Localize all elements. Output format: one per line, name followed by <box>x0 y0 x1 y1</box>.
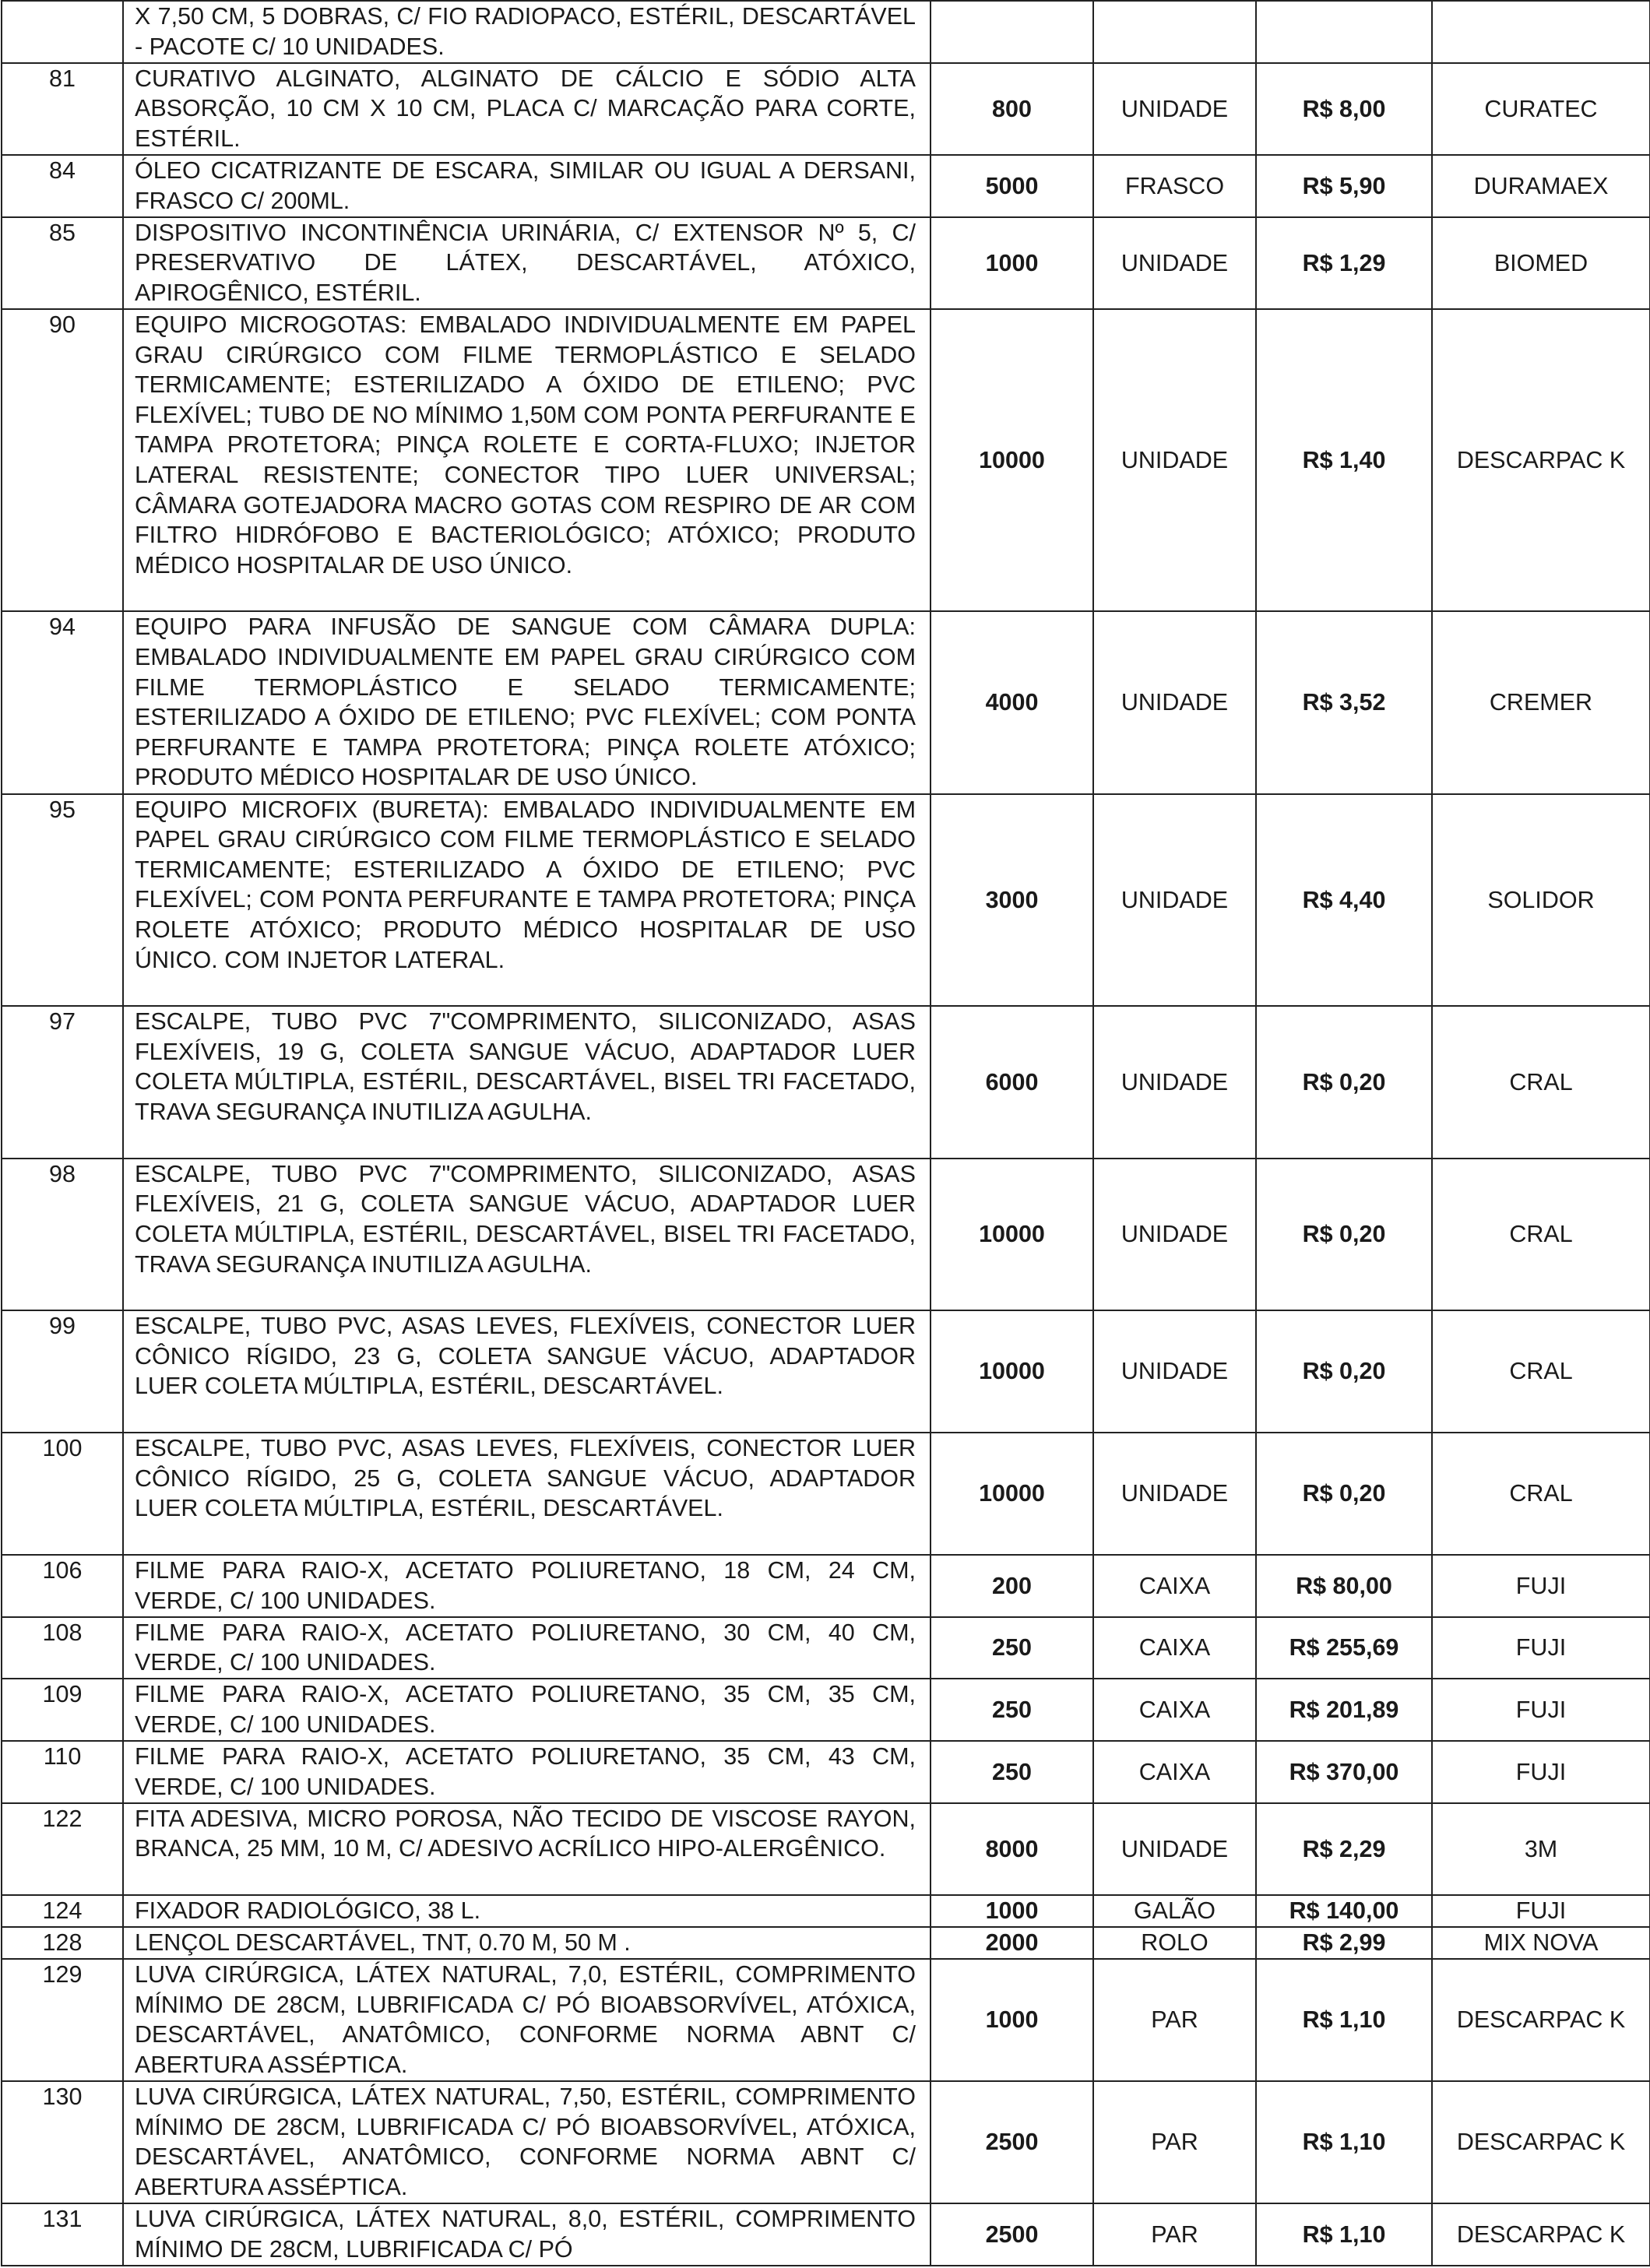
item-quantity: 10000 <box>931 1310 1093 1433</box>
item-number: 90 <box>2 309 123 612</box>
item-brand: BIOMED <box>1432 217 1650 309</box>
table-row <box>2 1895 1650 1927</box>
item-price: R$ 3,52 <box>1256 611 1432 793</box>
item-price: R$ 1,10 <box>1256 2081 1432 2203</box>
item-price: R$ 0,20 <box>1256 1433 1432 1555</box>
item-description: EQUIPO MICROGOTAS: EMBALADO INDIVIDUALMENTE EM PAPEL GRAU CIRÚRGICO COM FILME TERMOPLÁSTICO E SELADO TERMICAMENTE; ESTERILIZADO A ÓXIDO DE ETILENO; PVC FLEXÍVEL; TUBO DE NO MÍNIMO 1,50M COM PONTA PERFURANTE E TAMPA PROTETORA; PINÇA ROLETE E CORTA-FLUXO; INJETOR LATERAL RESISTENTE; CONECTOR TIPO LUER UNIVERSAL; CÂMARA GOTEJADORA MACRO GOTAS COM RESPIRO DE AR COM FILTRO HIDRÓFOBO E BACTERIOLÓGICO; ATÓXICO; PRODUTO MÉDICO HOSPITALAR DE USO ÚNICO. <box>123 309 931 612</box>
table-row <box>2 1679 1650 1741</box>
item-description: FILME PARA RAIO-X, ACETATO POLIURETANO, 30 CM, 40 CM, VERDE, C/ 100 UNIDADES. <box>123 1617 931 1679</box>
table-row <box>2 63 1650 155</box>
item-unit: CAIXA <box>1093 1679 1256 1741</box>
item-quantity: 10000 <box>931 1433 1093 1555</box>
item-unit: GALÃO <box>1093 1895 1256 1927</box>
item-description: LUVA CIRÚRGICA, LÁTEX NATURAL, 7,50, ESTÉRIL, COMPRIMENTO MÍNIMO DE 28CM, LUBRIFICADA C/ PÓ BIOABSORVÍVEL, ATÓXICA, DESCARTÁVEL, ANATÔMICO, CONFORME NORMA ABNT C/ ABERTURA ASSÉPTICA. <box>123 2081 931 2203</box>
table-row <box>2 1159 1650 1311</box>
item-unit: PAR <box>1093 2081 1256 2203</box>
item-number: 108 <box>2 1617 123 1679</box>
item-number: 85 <box>2 217 123 309</box>
item-number: 99 <box>2 1310 123 1433</box>
item-number: 95 <box>2 794 123 1007</box>
table-row <box>2 1803 1650 1895</box>
item-price <box>1256 1 1432 63</box>
item-unit: UNIDADE <box>1093 1006 1256 1159</box>
item-brand: DESCARPAC K <box>1432 309 1650 612</box>
item-description: EQUIPO MICROFIX (BURETA): EMBALADO INDIVIDUALMENTE EM PAPEL GRAU CIRÚRGICO COM FILME TERMOPLÁSTICO E SELADO TERMICAMENTE; ESTERILIZADO A ÓXIDO DE ETILENO; PVC FLEXÍVEL; COM PONTA PERFURANTE E TAMPA PROTETORA; PINÇA ROLETE ATÓXICO; PRODUTO MÉDICO HOSPITALAR DE USO ÚNICO. COM INJETOR LATERAL. <box>123 794 931 1007</box>
item-description: X 7,50 CM, 5 DOBRAS, C/ FIO RADIOPACO, ESTÉRIL, DESCARTÁVEL - PACOTE C/ 10 UNIDADES. <box>123 1 931 63</box>
item-number: 130 <box>2 2081 123 2203</box>
item-unit: UNIDADE <box>1093 309 1256 612</box>
item-unit: PAR <box>1093 2203 1256 2266</box>
item-brand: FUJI <box>1432 1555 1650 1617</box>
item-price: R$ 2,29 <box>1256 1803 1432 1895</box>
item-description: EQUIPO PARA INFUSÃO DE SANGUE COM CÂMARA DUPLA: EMBALADO INDIVIDUALMENTE EM PAPEL GRAU CIRÚRGICO COM FILME TERMOPLÁSTICO E SELADO TERMICAMENTE; ESTERILIZADO A ÓXIDO DE ETILENO; PVC FLEXÍVEL; COM PONTA PERFURANTE E TAMPA PROTETORA; PINÇA ROLETE ATÓXICO; PRODUTO MÉDICO HOSPITALAR DE USO ÚNICO. <box>123 611 931 793</box>
item-quantity: 250 <box>931 1617 1093 1679</box>
item-description: ESCALPE, TUBO PVC, ASAS LEVES, FLEXÍVEIS, CONECTOR LUER CÔNICO RÍGIDO, 23 G, COLETA SANGUE VÁCUO, ADAPTADOR LUER COLETA MÚLTIPLA, ESTÉRIL, DESCARTÁVEL. <box>123 1310 931 1433</box>
item-number: 97 <box>2 1006 123 1159</box>
item-description: DISPOSITIVO INCONTINÊNCIA URINÁRIA, C/ EXTENSOR Nº 5, C/ PRESERVATIVO DE LÁTEX, DESCARTÁVEL, ATÓXICO, APIROGÊNICO, ESTÉRIL. <box>123 217 931 309</box>
item-brand: 3M <box>1432 1803 1650 1895</box>
item-number: 81 <box>2 63 123 155</box>
item-unit: UNIDADE <box>1093 1159 1256 1311</box>
item-unit: UNIDADE <box>1093 794 1256 1007</box>
item-description: FITA ADESIVA, MICRO POROSA, NÃO TECIDO DE VISCOSE RAYON, BRANCA, 25 MM, 10 M, C/ ADESIVO ACRÍLICO HIPO-ALERGÊNICO. <box>123 1803 931 1895</box>
item-unit: FRASCO <box>1093 155 1256 217</box>
items-table-body <box>2 1 1650 2266</box>
item-brand: CRAL <box>1432 1006 1650 1159</box>
items-table <box>1 0 1650 2266</box>
item-unit: UNIDADE <box>1093 217 1256 309</box>
table-row <box>2 155 1650 217</box>
table-row <box>2 1 1650 63</box>
item-quantity: 2500 <box>931 2203 1093 2266</box>
item-number: 94 <box>2 611 123 793</box>
item-number: 106 <box>2 1555 123 1617</box>
item-brand: DURAMAEX <box>1432 155 1650 217</box>
item-number: 98 <box>2 1159 123 1311</box>
item-description: FILME PARA RAIO-X, ACETATO POLIURETANO, 18 CM, 24 CM, VERDE, C/ 100 UNIDADES. <box>123 1555 931 1617</box>
item-brand: DESCARPAC K <box>1432 1959 1650 2081</box>
item-description: LENÇOL DESCARTÁVEL, TNT, 0.70 M, 50 M . <box>123 1927 931 1959</box>
item-quantity: 1000 <box>931 1959 1093 2081</box>
item-brand: CRAL <box>1432 1310 1650 1433</box>
item-brand: CREMER <box>1432 611 1650 793</box>
item-quantity: 3000 <box>931 794 1093 1007</box>
item-quantity <box>931 1 1093 63</box>
table-row <box>2 1555 1650 1617</box>
item-brand: DESCARPAC K <box>1432 2081 1650 2203</box>
item-quantity: 10000 <box>931 309 1093 612</box>
item-brand: CRAL <box>1432 1433 1650 1555</box>
item-price: R$ 140,00 <box>1256 1895 1432 1927</box>
item-unit: CAIXA <box>1093 1617 1256 1679</box>
item-price: R$ 1,29 <box>1256 217 1432 309</box>
item-unit: UNIDADE <box>1093 1310 1256 1433</box>
item-unit: UNIDADE <box>1093 1433 1256 1555</box>
item-number: 84 <box>2 155 123 217</box>
item-quantity: 5000 <box>931 155 1093 217</box>
item-brand: SOLIDOR <box>1432 794 1650 1007</box>
table-row <box>2 2081 1650 2203</box>
item-price: R$ 1,10 <box>1256 2203 1432 2266</box>
item-price: R$ 5,90 <box>1256 155 1432 217</box>
item-unit: UNIDADE <box>1093 611 1256 793</box>
table-row <box>2 1433 1650 1555</box>
item-unit: UNIDADE <box>1093 63 1256 155</box>
item-brand: FUJI <box>1432 1617 1650 1679</box>
table-row <box>2 794 1650 1007</box>
item-unit: CAIXA <box>1093 1741 1256 1803</box>
table-row <box>2 1927 1650 1959</box>
item-description: LUVA CIRÚRGICA, LÁTEX NATURAL, 8,0, ESTÉRIL, COMPRIMENTO MÍNIMO DE 28CM, LUBRIFICADA C/ PÓ <box>123 2203 931 2266</box>
item-description: ESCALPE, TUBO PVC 7"COMPRIMENTO, SILICONIZADO, ASAS FLEXÍVEIS, 21 G, COLETA SANGUE VÁCUO, ADAPTADOR LUER COLETA MÚLTIPLA, ESTÉRIL, DESCARTÁVEL, BISEL TRI FACETADO, TRAVA SEGURANÇA INUTILIZA AGULHA. <box>123 1159 931 1311</box>
item-number: 129 <box>2 1959 123 2081</box>
item-number: 124 <box>2 1895 123 1927</box>
item-quantity: 200 <box>931 1555 1093 1617</box>
item-number: 128 <box>2 1927 123 1959</box>
item-unit: PAR <box>1093 1959 1256 2081</box>
item-price: R$ 201,89 <box>1256 1679 1432 1741</box>
table-row <box>2 611 1650 793</box>
table-row <box>2 1310 1650 1433</box>
item-description: ÓLEO CICATRIZANTE DE ESCARA, SIMILAR OU IGUAL A DERSANI, FRASCO C/ 200ML. <box>123 155 931 217</box>
item-description: CURATIVO ALGINATO, ALGINATO DE CÁLCIO E SÓDIO ALTA ABSORÇÃO, 10 CM X 10 CM, PLACA C/ MARCAÇÃO PARA CORTE, ESTÉRIL. <box>123 63 931 155</box>
table-row <box>2 217 1650 309</box>
item-brand: CURATEC <box>1432 63 1650 155</box>
item-price: R$ 0,20 <box>1256 1006 1432 1159</box>
item-quantity: 6000 <box>931 1006 1093 1159</box>
item-number <box>2 1 123 63</box>
item-brand: DESCARPAC K <box>1432 2203 1650 2266</box>
table-row <box>2 1959 1650 2081</box>
item-brand: CRAL <box>1432 1159 1650 1311</box>
item-price: R$ 1,10 <box>1256 1959 1432 2081</box>
item-unit: ROLO <box>1093 1927 1256 1959</box>
item-price: R$ 255,69 <box>1256 1617 1432 1679</box>
item-quantity: 1000 <box>931 1895 1093 1927</box>
item-number: 109 <box>2 1679 123 1741</box>
item-unit: UNIDADE <box>1093 1803 1256 1895</box>
item-quantity: 2000 <box>931 1927 1093 1959</box>
item-quantity: 250 <box>931 1679 1093 1741</box>
table-row <box>2 1741 1650 1803</box>
item-number: 110 <box>2 1741 123 1803</box>
item-price: R$ 370,00 <box>1256 1741 1432 1803</box>
item-description: FILME PARA RAIO-X, ACETATO POLIURETANO, 35 CM, 43 CM, VERDE, C/ 100 UNIDADES. <box>123 1741 931 1803</box>
item-brand: FUJI <box>1432 1741 1650 1803</box>
item-number: 131 <box>2 2203 123 2266</box>
item-description: FIXADOR RADIOLÓGICO, 38 L. <box>123 1895 931 1927</box>
item-number: 122 <box>2 1803 123 1895</box>
table-row <box>2 1617 1650 1679</box>
item-quantity: 10000 <box>931 1159 1093 1311</box>
item-price: R$ 8,00 <box>1256 63 1432 155</box>
table-row <box>2 309 1650 612</box>
item-quantity: 4000 <box>931 611 1093 793</box>
item-unit: CAIXA <box>1093 1555 1256 1617</box>
item-description: ESCALPE, TUBO PVC, ASAS LEVES, FLEXÍVEIS, CONECTOR LUER CÔNICO RÍGIDO, 25 G, COLETA SANGUE VÁCUO, ADAPTADOR LUER COLETA MÚLTIPLA, ESTÉRIL, DESCARTÁVEL. <box>123 1433 931 1555</box>
item-description: ESCALPE, TUBO PVC 7"COMPRIMENTO, SILICONIZADO, ASAS FLEXÍVEIS, 19 G, COLETA SANGUE VÁCUO, ADAPTADOR LUER COLETA MÚLTIPLA, ESTÉRIL, DESCARTÁVEL, BISEL TRI FACETADO, TRAVA SEGURANÇA INUTILIZA AGULHA. <box>123 1006 931 1159</box>
item-quantity: 250 <box>931 1741 1093 1803</box>
item-price: R$ 4,40 <box>1256 794 1432 1007</box>
item-description: LUVA CIRÚRGICA, LÁTEX NATURAL, 7,0, ESTÉRIL, COMPRIMENTO MÍNIMO DE 28CM, LUBRIFICADA C/ PÓ BIOABSORVÍVEL, ATÓXICA, DESCARTÁVEL, ANATÔMICO, CONFORME NORMA ABNT C/ ABERTURA ASSÉPTICA. <box>123 1959 931 2081</box>
table-row <box>2 1006 1650 1159</box>
item-brand: FUJI <box>1432 1679 1650 1741</box>
item-brand <box>1432 1 1650 63</box>
item-brand: FUJI <box>1432 1895 1650 1927</box>
item-quantity: 8000 <box>931 1803 1093 1895</box>
item-price: R$ 0,20 <box>1256 1159 1432 1311</box>
item-quantity: 2500 <box>931 2081 1093 2203</box>
item-brand: MIX NOVA <box>1432 1927 1650 1959</box>
item-price: R$ 2,99 <box>1256 1927 1432 1959</box>
item-quantity: 1000 <box>931 217 1093 309</box>
table-row <box>2 2203 1650 2266</box>
item-number: 100 <box>2 1433 123 1555</box>
item-quantity: 800 <box>931 63 1093 155</box>
item-price: R$ 80,00 <box>1256 1555 1432 1617</box>
item-description: FILME PARA RAIO-X, ACETATO POLIURETANO, 35 CM, 35 CM, VERDE, C/ 100 UNIDADES. <box>123 1679 931 1741</box>
item-price: R$ 0,20 <box>1256 1310 1432 1433</box>
item-price: R$ 1,40 <box>1256 309 1432 612</box>
item-unit <box>1093 1 1256 63</box>
